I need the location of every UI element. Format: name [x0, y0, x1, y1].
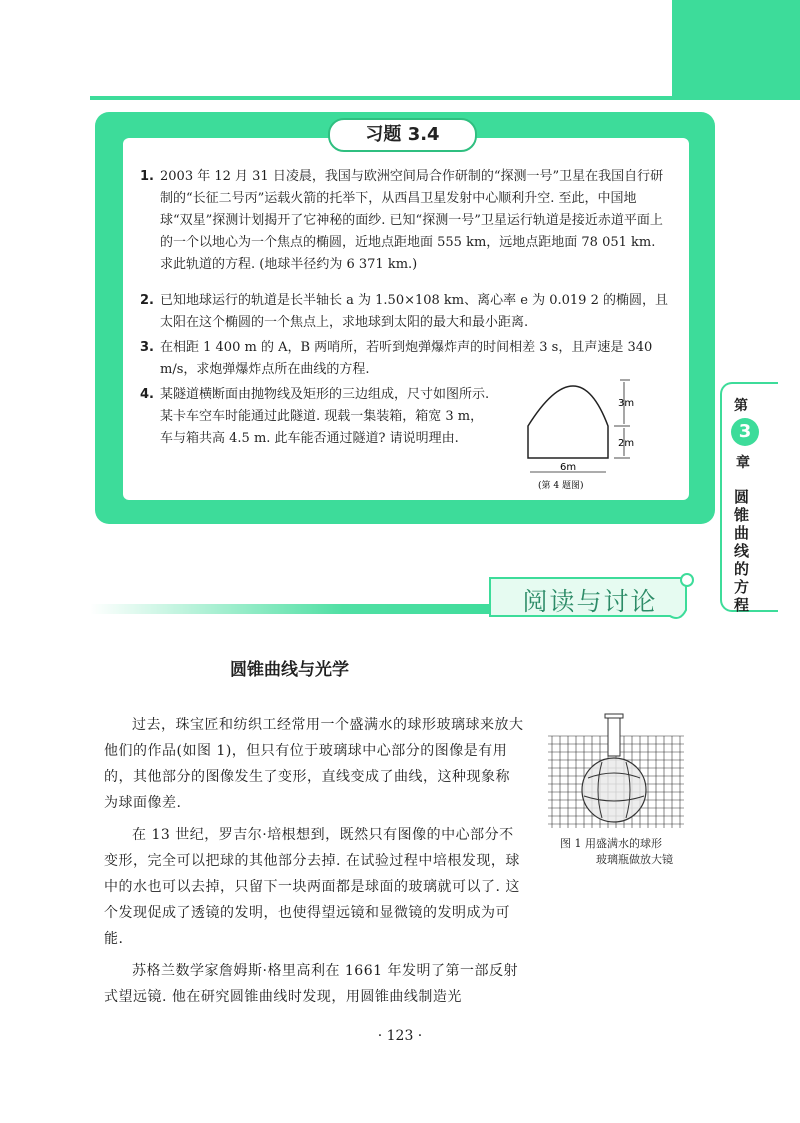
paragraph-1: 过去，珠宝匠和纺织工经常用一个盛满水的球形玻璃球来放大他们的作品(如图 1)，但只有位于玻璃球中心部分的图像是有用的，其他部分的图像发生了变形，直线变成了曲线，这种现象称为球面像差.	[104, 717, 524, 811]
problem-number: 1.	[140, 169, 154, 184]
problem-text: 某隧道横断面由抛物线及矩形的三边组成，尺寸如图所示. 某卡车空车时能通过此隧道. 现载一集装箱，箱宽 3 m，车与箱共高 4.5 m. 此车能否通过隧道? 请说明理由.	[160, 387, 490, 446]
problem-number: 2.	[140, 293, 154, 308]
figure-1-caption-line2: 玻璃瓶做放大镜	[596, 853, 673, 866]
chapter-di: 第	[734, 398, 748, 414]
exercise-title: 习题 3.4	[328, 118, 477, 152]
top-accent-line	[90, 96, 690, 100]
problem-number: 3.	[140, 340, 154, 355]
chapter-number: 3	[731, 418, 759, 446]
problem-1	[140, 166, 668, 276]
chapter-title: 圆锥曲线的方程	[734, 488, 750, 614]
tunnel-figure	[510, 376, 660, 494]
problem-number: 4.	[140, 387, 154, 402]
label-6m: 6m	[560, 462, 577, 473]
label-2m: 2m	[618, 438, 635, 449]
problem-4	[140, 384, 490, 450]
chapter-zhang: 章	[736, 455, 750, 471]
paragraph-2: 在 13 世纪，罗吉尔·培根想到，既然只有图像的中心部分不变形，完全可以把球的其他部分去掉. 在试验过程中培根发现，球中的水也可以去掉，只留下一块两面都是球面的玻璃就可以了. 这个发现促成了透镜的发明，也使得望远镜和显微镜的发明成为可能.	[104, 827, 520, 947]
label-3m: 3m	[618, 398, 635, 409]
reading-banner-text: 阅读与讨论	[522, 587, 658, 616]
figure-caption: (第 4 题图)	[538, 481, 584, 491]
problem-text: 2003 年 12 月 31 日凌晨，我国与欧洲空间局合作研制的“探测一号”卫星在我国自行研制的“长征二号丙”运载火箭的托举下，从西昌卫星发射中心顺利升空. 至此，中国地球“双星”探测计划揭开了它神秘的面纱. 已知“探测一号”卫星运行轨道是接近赤道平面上的一个以地心为一个焦点的椭圆，近地点距地面 555 km，远地点距地面 78 051 km. 求此轨道的方程. (地球半径约为 6 371 km.)	[160, 169, 664, 272]
tunnel-outline	[528, 386, 608, 458]
page-number: · 123 ·	[377, 1028, 423, 1044]
problem-2	[140, 290, 668, 334]
problem-text: 在相距 1 400 m 的 A，B 两哨所，若听到炮弹爆炸声的时间相差 3 s，且声速是 340 m/s，求炮弹爆炸点所在曲线的方程.	[160, 340, 653, 377]
top-accent-bar	[672, 0, 800, 100]
flask-grid-figure	[548, 712, 684, 830]
flask-bulb	[582, 758, 646, 822]
banner-fade-line	[90, 604, 510, 614]
flask-lip	[605, 714, 623, 718]
flask-neck	[608, 716, 620, 756]
problem-text: 已知地球运行的轨道是长半轴长 a 为 1.50×108 km、离心率 e 为 0.019 2 的椭圆，且太阳在这个椭圆的一个焦点上，求地球到太阳的最大和最小距离.	[160, 293, 668, 330]
scroll-curl	[681, 574, 693, 586]
figure-1-caption-line1: 图 1 用盛满水的球形	[560, 837, 662, 850]
section-title: 圆锥曲线与光学	[230, 660, 349, 680]
problem-3	[140, 337, 668, 381]
figure-1-caption	[560, 836, 690, 868]
paragraph-3: 苏格兰数学家詹姆斯·格里高利在 1661 年发明了第一部反射式望远镜. 他在研究圆锥曲线时发现，用圆锥曲线制造光	[104, 963, 518, 1005]
